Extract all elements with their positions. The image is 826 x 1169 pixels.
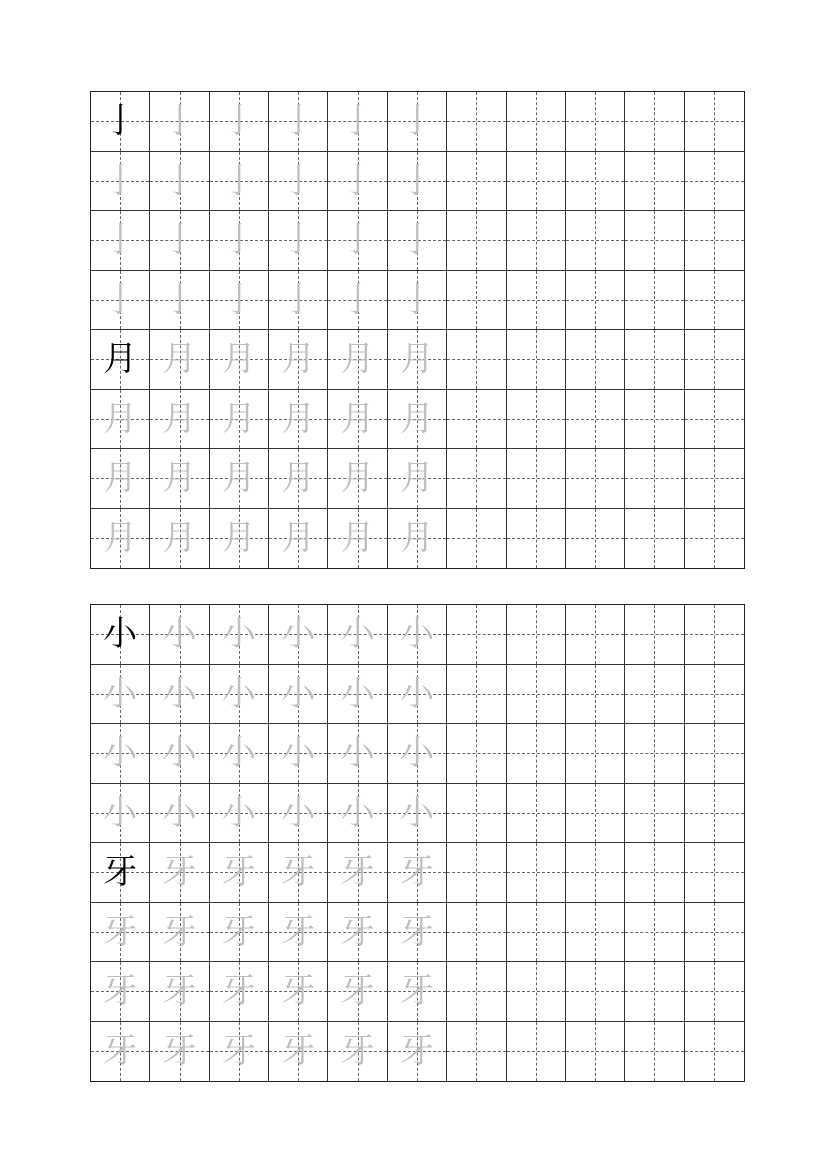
trace-character: 亅 (221, 101, 256, 142)
trace-character: 月 (162, 458, 197, 499)
practice-cell (566, 605, 625, 665)
practice-cell (507, 92, 566, 152)
practice-cell (388, 390, 447, 450)
practice-cell (566, 843, 625, 903)
practice-cell (566, 1022, 625, 1082)
trace-character: 亅 (340, 279, 375, 320)
trace-character: 亅 (103, 220, 138, 261)
practice-cell (447, 962, 506, 1022)
trace-character: 月 (162, 339, 197, 380)
practice-cell (685, 211, 744, 271)
trace-character: 亅 (399, 279, 434, 320)
practice-cell (269, 449, 328, 509)
practice-cell (566, 271, 625, 331)
model-character: 牙 (103, 852, 138, 893)
practice-cell (210, 843, 269, 903)
practice-cell (507, 390, 566, 450)
trace-character: 月 (221, 398, 256, 439)
practice-cell (210, 211, 269, 271)
trace-character: 小 (340, 673, 375, 714)
practice-cell (447, 1022, 506, 1082)
practice-cell (507, 509, 566, 569)
practice-cell (150, 1022, 209, 1082)
practice-cell (685, 271, 744, 331)
practice-cell (91, 843, 150, 903)
practice-cell (625, 784, 684, 844)
practice-cell (210, 449, 269, 509)
practice-cell (507, 605, 566, 665)
practice-cell (328, 665, 387, 725)
practice-cell (507, 784, 566, 844)
trace-character: 牙 (340, 1031, 375, 1072)
trace-character: 亅 (281, 160, 316, 201)
practice-cell (625, 605, 684, 665)
trace-character: 月 (103, 458, 138, 499)
trace-character: 牙 (221, 971, 256, 1012)
practice-cell (328, 152, 387, 212)
practice-cell (566, 724, 625, 784)
practice-cell (150, 724, 209, 784)
practice-cell (447, 509, 506, 569)
practice-cell (625, 92, 684, 152)
practice-cell (507, 449, 566, 509)
practice-cell (388, 724, 447, 784)
practice-cell (507, 724, 566, 784)
practice-cell (507, 271, 566, 331)
practice-cell (625, 665, 684, 725)
practice-cell (507, 962, 566, 1022)
practice-cell (210, 605, 269, 665)
practice-cell (91, 152, 150, 212)
practice-cell (269, 843, 328, 903)
trace-character: 月 (162, 398, 197, 439)
practice-cell (507, 211, 566, 271)
practice-cell (447, 724, 506, 784)
trace-character: 月 (340, 458, 375, 499)
practice-cell (388, 330, 447, 390)
practice-cell (685, 509, 744, 569)
trace-character: 月 (281, 458, 316, 499)
practice-cell (91, 92, 150, 152)
practice-cell (625, 843, 684, 903)
trace-character: 小 (162, 792, 197, 833)
practice-cell (328, 605, 387, 665)
trace-character: 牙 (281, 852, 316, 893)
trace-character: 月 (103, 398, 138, 439)
practice-grid-top (90, 91, 745, 569)
practice-cell (388, 152, 447, 212)
practice-cell (685, 665, 744, 725)
practice-cell (328, 271, 387, 331)
practice-cell (328, 449, 387, 509)
trace-character: 亅 (281, 101, 316, 142)
trace-character: 亅 (221, 160, 256, 201)
trace-character: 小 (103, 673, 138, 714)
practice-cell (566, 962, 625, 1022)
practice-cell (388, 903, 447, 963)
trace-character: 小 (162, 733, 197, 774)
practice-cell (91, 271, 150, 331)
trace-character: 月 (399, 398, 434, 439)
practice-cell (388, 784, 447, 844)
practice-cell (269, 509, 328, 569)
trace-character: 月 (281, 518, 316, 559)
trace-character: 亅 (221, 279, 256, 320)
model-character: 亅 (103, 101, 138, 142)
practice-cell (625, 152, 684, 212)
trace-character: 亅 (162, 279, 197, 320)
trace-character: 牙 (340, 852, 375, 893)
practice-cell (507, 903, 566, 963)
trace-character: 月 (221, 518, 256, 559)
practice-cell (685, 1022, 744, 1082)
practice-cell (269, 962, 328, 1022)
practice-cell (269, 211, 328, 271)
practice-cell (91, 605, 150, 665)
practice-cell (269, 903, 328, 963)
practice-cell (210, 784, 269, 844)
trace-character: 牙 (340, 971, 375, 1012)
trace-character: 小 (281, 614, 316, 655)
practice-cell (91, 724, 150, 784)
trace-character: 牙 (399, 911, 434, 952)
practice-cell (447, 271, 506, 331)
practice-cell (685, 724, 744, 784)
trace-character: 小 (340, 733, 375, 774)
practice-cell (566, 330, 625, 390)
practice-cell (269, 724, 328, 784)
practice-cell (150, 449, 209, 509)
practice-cell (625, 724, 684, 784)
practice-cell (328, 843, 387, 903)
trace-character: 月 (340, 518, 375, 559)
practice-cell (625, 903, 684, 963)
trace-character: 牙 (103, 971, 138, 1012)
practice-cell (685, 390, 744, 450)
trace-character: 小 (340, 792, 375, 833)
practice-cell (91, 665, 150, 725)
practice-cell (91, 390, 150, 450)
trace-character: 月 (221, 458, 256, 499)
practice-cell (685, 152, 744, 212)
trace-character: 牙 (281, 971, 316, 1012)
practice-cell (210, 665, 269, 725)
practice-cell (91, 903, 150, 963)
trace-character: 小 (281, 733, 316, 774)
trace-character: 亅 (162, 220, 197, 261)
practice-cell (685, 92, 744, 152)
practice-cell (269, 330, 328, 390)
practice-cell (625, 1022, 684, 1082)
trace-character: 小 (103, 792, 138, 833)
practice-cell (566, 92, 625, 152)
model-character: 小 (103, 614, 138, 655)
trace-character: 牙 (162, 852, 197, 893)
practice-cell (328, 211, 387, 271)
practice-cell (328, 390, 387, 450)
trace-character: 亅 (162, 160, 197, 201)
trace-character: 小 (221, 733, 256, 774)
practice-cell (447, 449, 506, 509)
practice-cell (388, 509, 447, 569)
practice-cell (210, 271, 269, 331)
practice-cell (150, 509, 209, 569)
practice-cell (566, 509, 625, 569)
practice-cell (447, 330, 506, 390)
trace-character: 亅 (103, 160, 138, 201)
trace-character: 月 (340, 339, 375, 380)
practice-cell (447, 152, 506, 212)
trace-character: 小 (221, 792, 256, 833)
practice-cell (269, 1022, 328, 1082)
trace-character: 牙 (340, 911, 375, 952)
trace-character: 亅 (103, 279, 138, 320)
practice-cell (150, 605, 209, 665)
practice-cell (150, 211, 209, 271)
trace-character: 小 (281, 792, 316, 833)
practice-cell (210, 509, 269, 569)
practice-cell (210, 903, 269, 963)
practice-cell (625, 271, 684, 331)
practice-cell (150, 784, 209, 844)
practice-cell (447, 843, 506, 903)
trace-character: 牙 (399, 971, 434, 1012)
practice-cell (507, 1022, 566, 1082)
practice-cell (685, 330, 744, 390)
practice-cell (328, 784, 387, 844)
practice-cell (388, 962, 447, 1022)
practice-cell (150, 92, 209, 152)
practice-cell (447, 92, 506, 152)
practice-cell (210, 1022, 269, 1082)
trace-character: 小 (162, 614, 197, 655)
trace-character: 牙 (399, 1031, 434, 1072)
trace-character: 月 (399, 339, 434, 380)
practice-cell (91, 1022, 150, 1082)
practice-cell (625, 330, 684, 390)
practice-cell (210, 724, 269, 784)
trace-character: 小 (103, 733, 138, 774)
practice-cell (388, 271, 447, 331)
trace-character: 牙 (281, 1031, 316, 1072)
practice-cell (625, 509, 684, 569)
practice-cell (447, 390, 506, 450)
trace-character: 小 (399, 614, 434, 655)
trace-character: 牙 (221, 1031, 256, 1072)
practice-cell (150, 665, 209, 725)
trace-character: 牙 (221, 911, 256, 952)
trace-character: 牙 (162, 911, 197, 952)
practice-cell (566, 449, 625, 509)
practice-cell (91, 211, 150, 271)
practice-cell (685, 843, 744, 903)
practice-cell (447, 784, 506, 844)
trace-character: 小 (399, 733, 434, 774)
practice-cell (625, 390, 684, 450)
practice-cell (328, 1022, 387, 1082)
trace-character: 亅 (399, 160, 434, 201)
trace-character: 小 (281, 673, 316, 714)
practice-cell (566, 211, 625, 271)
practice-cell (150, 962, 209, 1022)
trace-character: 亅 (162, 101, 197, 142)
practice-cell (210, 962, 269, 1022)
practice-cell (685, 784, 744, 844)
practice-cell (328, 903, 387, 963)
practice-cell (150, 152, 209, 212)
trace-character: 牙 (221, 852, 256, 893)
practice-cell (566, 784, 625, 844)
practice-cell (210, 390, 269, 450)
practice-cell (625, 211, 684, 271)
practice-cell (269, 605, 328, 665)
trace-character: 月 (162, 518, 197, 559)
practice-cell (328, 509, 387, 569)
trace-character: 小 (399, 792, 434, 833)
practice-cell (566, 903, 625, 963)
trace-character: 亅 (281, 279, 316, 320)
trace-character: 牙 (399, 852, 434, 893)
practice-cell (388, 92, 447, 152)
practice-cell (91, 509, 150, 569)
trace-character: 亅 (340, 220, 375, 261)
trace-character: 牙 (103, 911, 138, 952)
practice-cell (507, 330, 566, 390)
practice-cell (447, 903, 506, 963)
practice-cell (388, 211, 447, 271)
practice-cell (388, 449, 447, 509)
practice-cell (269, 784, 328, 844)
trace-character: 月 (281, 398, 316, 439)
practice-cell (269, 665, 328, 725)
trace-character: 月 (281, 339, 316, 380)
practice-cell (150, 390, 209, 450)
practice-cell (150, 903, 209, 963)
practice-cell (269, 152, 328, 212)
practice-cell (91, 449, 150, 509)
practice-cell (685, 962, 744, 1022)
practice-cell (269, 390, 328, 450)
trace-character: 月 (340, 398, 375, 439)
trace-character: 牙 (103, 1031, 138, 1072)
trace-character: 亅 (399, 220, 434, 261)
practice-cell (150, 843, 209, 903)
practice-cell (685, 605, 744, 665)
practice-cell (269, 271, 328, 331)
practice-cell (566, 152, 625, 212)
practice-cell (328, 962, 387, 1022)
trace-character: 小 (221, 673, 256, 714)
practice-cell (447, 211, 506, 271)
practice-cell (566, 390, 625, 450)
trace-character: 小 (221, 614, 256, 655)
practice-cell (210, 92, 269, 152)
trace-character: 月 (221, 339, 256, 380)
practice-cell (210, 330, 269, 390)
practice-cell (447, 605, 506, 665)
trace-character: 亅 (399, 101, 434, 142)
model-character: 月 (103, 339, 138, 380)
practice-cell (507, 152, 566, 212)
practice-cell (150, 271, 209, 331)
practice-cell (447, 665, 506, 725)
practice-cell (388, 665, 447, 725)
trace-character: 月 (399, 518, 434, 559)
practice-cell (328, 330, 387, 390)
practice-cell (507, 843, 566, 903)
practice-cell (685, 449, 744, 509)
trace-character: 牙 (281, 911, 316, 952)
practice-cell (388, 843, 447, 903)
trace-character: 亅 (221, 220, 256, 261)
practice-cell (625, 449, 684, 509)
trace-character: 小 (162, 673, 197, 714)
practice-cell (269, 92, 328, 152)
trace-character: 月 (103, 518, 138, 559)
practice-cell (91, 330, 150, 390)
practice-cell (210, 152, 269, 212)
practice-cell (328, 92, 387, 152)
practice-cell (685, 903, 744, 963)
practice-cell (388, 1022, 447, 1082)
practice-cell (625, 962, 684, 1022)
practice-cell (507, 665, 566, 725)
practice-cell (91, 784, 150, 844)
trace-character: 亅 (281, 220, 316, 261)
practice-cell (328, 724, 387, 784)
practice-cell (566, 665, 625, 725)
practice-cell (91, 962, 150, 1022)
practice-grid-bottom (90, 604, 745, 1082)
trace-character: 牙 (162, 1031, 197, 1072)
practice-cell (388, 605, 447, 665)
practice-cell (150, 330, 209, 390)
trace-character: 亅 (340, 101, 375, 142)
trace-character: 小 (399, 673, 434, 714)
trace-character: 月 (399, 458, 434, 499)
trace-character: 亅 (340, 160, 375, 201)
trace-character: 小 (340, 614, 375, 655)
trace-character: 牙 (162, 971, 197, 1012)
